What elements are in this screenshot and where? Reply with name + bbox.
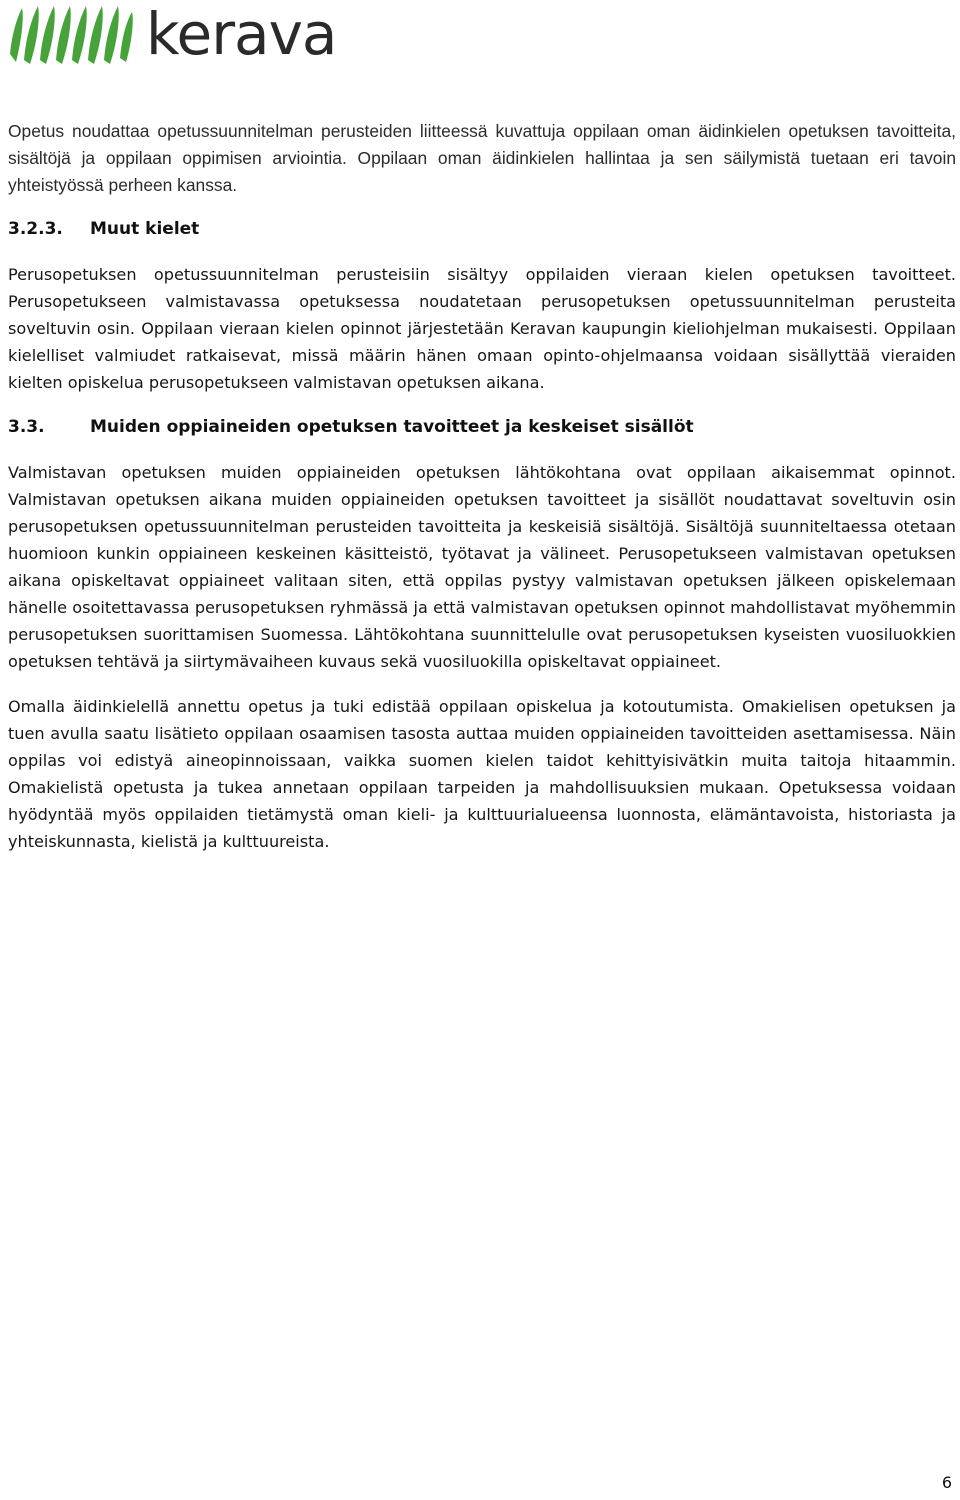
page-number: 6	[941, 1473, 952, 1492]
section-number: 3.3.	[8, 417, 45, 437]
intro-paragraph: Opetus noudattaa opetussuunnitelman perusteiden liitteessä kuvattuja oppilaan oman äidinkielen opetuksen tavoitteita, sisältöjä ja oppilaan oppimisen arviointia. Oppilaan oman äidinkielen hallintaa ja sen säilymistä tuetaan eri tavoin yhteistyössä perheen kanssa.	[8, 121, 956, 195]
section-number: 3.2.3.	[8, 219, 63, 239]
document-body	[8, 118, 956, 855]
section-title: Muiden oppiaineiden opetuksen tavoitteet ja keskeiset sisällöt	[90, 417, 694, 437]
svg-text:kerava: kerava	[146, 10, 337, 60]
kerava-leaf-mark-icon	[6, 2, 138, 66]
section-heading-3-3	[8, 414, 956, 441]
mother-tongue-paragraph: Omalla äidinkielellä annettu opetus ja tuki edistää oppilaan opiskelua ja kotoutumista. Omakielisen opetuksen ja tuen avulla saatu lisätieto oppilaan osaamisen tasosta auttaa muiden oppiaineiden tavoitteiden asettamisessa. Näin oppilas voi edistyä aineopinnoissaan, vaikka suomen kielen taidot kehittyisivätkin muita taitoja hitaammin. Omakielistä opetusta ja tukea annetaan oppilaan tarpeiden ja mahdollisuuksien mukaan. Opetuksessa voidaan hyödyntää myös oppilaiden tietämystä oman kieli- ja kulttuurialueensa luonnosta, elämäntavoista, historiasta ja yhteiskunnasta, kielistä ja kulttuureista.	[8, 697, 956, 851]
other-languages-paragraph: Perusopetuksen opetussuunnitelman perusteisiin sisältyy oppilaiden vieraan kielen opetuksen tavoitteet. Perusopetukseen valmistavassa opetuksessa noudatetaan perusopetuksen opetussuunnitelman perusteita soveltuvin osin. Oppilaan vieraan kielen opinnot järjestetään Keravan kaupungin kieliohjelman mukaisesti. Oppilaan kielelliset valmiudet ratkaisevat, missä määrin hänen omaan opinto-ohjelmaansa voidaan sisällyttää vieraiden kielten opiskelua perusopetukseen valmistavan opetuksen aikana.	[8, 265, 956, 392]
section-heading-3-2-3	[8, 216, 956, 243]
section-title: Muut kielet	[90, 219, 200, 239]
kerava-wordmark	[146, 10, 402, 60]
kerava-logo	[6, 2, 406, 66]
other-subjects-paragraph: Valmistavan opetuksen muiden oppiaineiden opetuksen lähtökohtana ovat oppilaan aikaisemmat opinnot. Valmistavan opetuksen aikana muiden oppiaineiden opetuksen tavoitteet ja sisällöt noudattavat soveltuvin osin perusopetuksen opetussuunnitelman perusteiden tavoitteita ja keskeisiä sisältöjä. Sisältöjä suunniteltaessa otetaan huomioon kunkin oppiaineen keskeinen käsitteistö, työtavat ja välineet. Perusopetukseen valmistavan opetuksen aikana opiskeltavat oppiaineet valitaan siten, että oppilas pystyy valmistavan opetuksen jälkeen opiskelemaan hänelle osoitettavassa perusopetuksen ryhmässä ja että valmistavan opetuksen opinnot mahdollistavat myöhemmin perusopetuksen suorittamisen Suomessa. Lähtökohtana suunnittelulle ovat perusopetuksen kyseisten vuosiluokkien opetuksen tehtävä ja siirtymävaiheen kuvaus sekä vuosiluokilla opiskeltavat oppiaineet.	[8, 463, 956, 671]
